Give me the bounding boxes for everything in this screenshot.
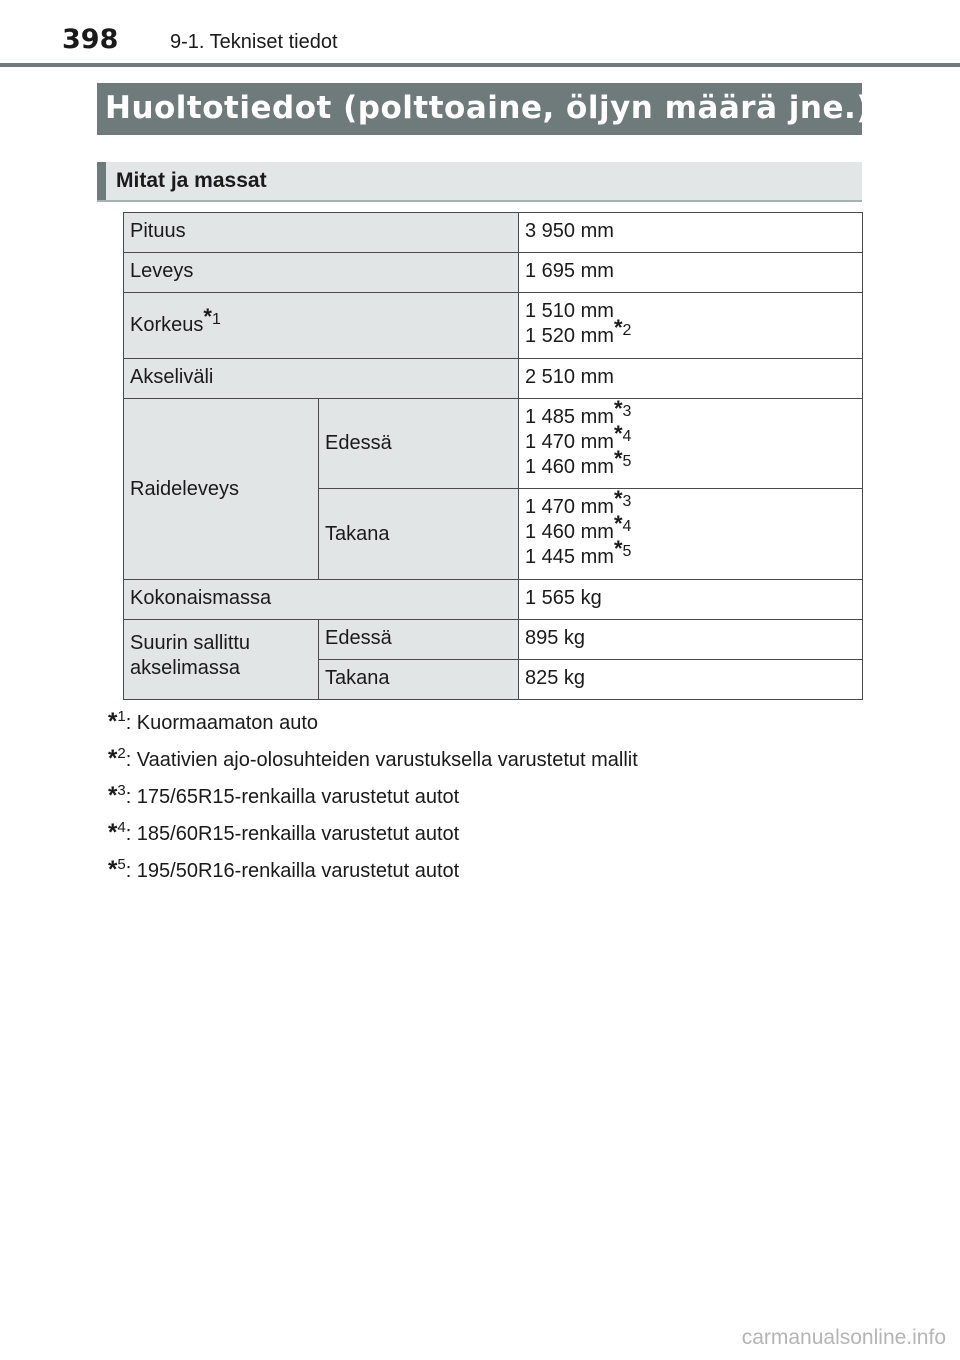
table-row xyxy=(124,213,863,253)
footnote-number: 2 xyxy=(117,745,126,762)
mark-number: 4 xyxy=(622,518,632,535)
height-label: Korkeus xyxy=(130,314,204,336)
footnote-text: : 175/65R15-renkailla varustetut autot xyxy=(125,786,460,808)
footnote-number: 4 xyxy=(117,819,126,836)
value-text: 1 470 mm xyxy=(525,496,614,518)
height-value-2-line xyxy=(525,315,856,349)
tread-front-values xyxy=(519,396,863,489)
asterisk: * xyxy=(613,421,623,446)
footnote-text: : Kuormaamaton auto xyxy=(125,712,319,734)
asterisk: * xyxy=(613,536,623,561)
subheading-accent xyxy=(97,162,106,200)
table-row xyxy=(124,293,863,359)
tread-rear-values xyxy=(519,486,863,580)
table-row xyxy=(124,399,863,489)
height-label-cell xyxy=(124,293,519,359)
width-label: Leveys xyxy=(124,253,519,293)
asterisk: * xyxy=(108,782,118,809)
value-text: 1 460 mm xyxy=(525,456,614,478)
table-row xyxy=(124,620,863,660)
asterisk: * xyxy=(108,856,118,883)
axle-mass-label-line-1: Suurin sallittu xyxy=(130,632,251,654)
tread-rear-label: Takana xyxy=(319,489,519,580)
gross-mass-value: 1 565 kg xyxy=(519,580,863,620)
axle-rear-label: Takana xyxy=(319,660,519,700)
length-value: 3 950 mm xyxy=(519,213,863,253)
axle-rear-value: 825 kg xyxy=(519,660,863,700)
table-row xyxy=(124,580,863,620)
footnote-number: 5 xyxy=(117,856,126,873)
length-label: Pituus xyxy=(124,213,519,253)
footnote-mark xyxy=(203,304,221,329)
asterisk: * xyxy=(613,396,623,421)
page-number: 398 xyxy=(62,24,119,55)
axle-mass-label-line-2: akselimassa xyxy=(130,657,241,679)
tread-rear-value-line xyxy=(525,486,856,520)
mark-number: 5 xyxy=(622,453,632,470)
footnote-mark xyxy=(613,421,632,446)
mark-number: 2 xyxy=(622,322,632,339)
axle-mass-label xyxy=(124,620,319,700)
width-value: 1 695 mm xyxy=(519,253,863,293)
table-row xyxy=(124,253,863,293)
tread-front-label: Edessä xyxy=(319,399,519,489)
wheelbase-label: Akseliväli xyxy=(124,359,519,399)
page-title-bar xyxy=(97,83,871,135)
axle-front-label: Edessä xyxy=(319,620,519,660)
footnote-text: : 185/60R15-renkailla varustetut autot xyxy=(125,823,460,845)
footnote-text: : Vaativien ajo-olosuhteiden varustuksella varustetut mallit xyxy=(125,749,638,771)
footnote xyxy=(108,814,638,851)
subheading-bar xyxy=(97,162,862,202)
subheading: Mitat ja massat xyxy=(116,169,267,192)
asterisk: * xyxy=(108,745,118,772)
footnote-mark xyxy=(613,396,632,421)
tread-label: Raideleveys xyxy=(124,399,319,580)
footnote xyxy=(108,703,638,740)
value-text: 1 470 mm xyxy=(525,431,614,453)
tread-front-value-line xyxy=(525,446,856,480)
axle-front-value: 895 kg xyxy=(519,620,863,660)
asterisk: * xyxy=(613,486,623,511)
footnote-number: 3 xyxy=(117,782,126,799)
footnote-text: : 195/50R16-renkailla varustetut autot xyxy=(125,860,460,882)
value-text: 1 460 mm xyxy=(525,521,614,543)
footnote-mark xyxy=(613,511,632,536)
mark-number: 3 xyxy=(622,493,632,510)
mark-number: 5 xyxy=(622,543,632,560)
table-row xyxy=(124,359,863,399)
value-text: 1 445 mm xyxy=(525,546,614,568)
footnote xyxy=(108,777,638,814)
footnote-number: 1 xyxy=(117,708,126,725)
asterisk: * xyxy=(108,708,118,735)
asterisk: * xyxy=(108,819,118,846)
section-label: 9-1. Tekniset tiedot xyxy=(170,31,338,53)
asterisk: * xyxy=(613,315,623,340)
mark-number: 3 xyxy=(622,403,632,420)
value-text: 1 485 mm xyxy=(525,406,614,428)
height-value-cell xyxy=(519,293,863,359)
footnotes xyxy=(108,703,638,888)
tread-front-value-line xyxy=(525,396,856,430)
tread-rear-value-line xyxy=(525,536,856,570)
gross-mass-label: Kokonaismassa xyxy=(124,580,519,620)
header-rule xyxy=(0,63,960,67)
footnote-mark xyxy=(613,486,632,511)
footnote-mark xyxy=(613,315,632,340)
footnote xyxy=(108,851,638,888)
asterisk: * xyxy=(613,511,623,536)
asterisk: * xyxy=(613,446,623,471)
footnote-mark xyxy=(613,446,632,471)
mark-number: 1 xyxy=(211,311,221,328)
asterisk: * xyxy=(203,304,212,329)
mark-number: 4 xyxy=(622,428,632,445)
height-value-1: 1 510 mm xyxy=(525,300,614,322)
page-title: Huoltotiedot (polttoaine, öljyn määrä jne.) xyxy=(105,90,871,126)
tread-front-value-line xyxy=(525,421,856,455)
tread-rear-value-line xyxy=(525,511,856,545)
footnote xyxy=(108,740,638,777)
footnote-mark xyxy=(613,536,632,561)
wheelbase-value: 2 510 mm xyxy=(519,359,863,399)
height-value-2: 1 520 mm xyxy=(525,325,614,347)
dimensions-table xyxy=(123,212,863,700)
watermark: carmanualsonline.info xyxy=(741,1326,946,1349)
